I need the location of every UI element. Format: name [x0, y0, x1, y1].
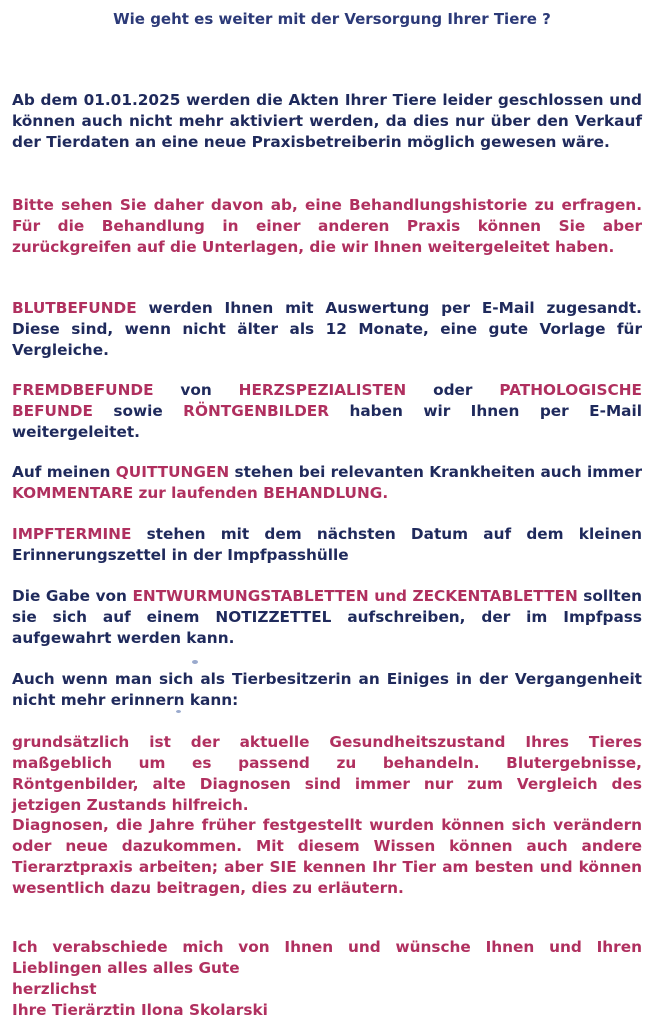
paragraph-receipts [12, 462, 642, 504]
text-blood-results: werden Ihnen mit Auswertung per E-Mail zugesandt. Diese sind, wenn nicht älter als 12 Monate, eine gute Vorlage für Vergleiche. [12, 299, 642, 359]
term-fremdbefunde: FREMDBEFUNDE [12, 381, 154, 399]
text-und: und [368, 587, 413, 605]
text-notes: sollten sie sich auf einem NOTIZZETTEL aufschreiben, der im Impfpass aufgewahrt werden kann. [12, 587, 642, 647]
paragraph-vaccinations [12, 524, 642, 566]
page-title: Wie geht es weiter mit der Versorgung Ihrer Tiere ? [113, 10, 551, 28]
text-die-gabe-von: Die Gabe von [12, 587, 133, 605]
paragraph-blood-results [12, 298, 642, 361]
text-relevant: stehen bei relevanten Krankheiten auch immer [229, 463, 642, 481]
term-herzspezialisten: HERZSPEZIALISTEN [238, 381, 407, 399]
term-quittungen: QUITTUNGEN [115, 463, 230, 481]
paragraph-external-findings [12, 380, 642, 443]
ink-speck [192, 660, 198, 664]
text-vaccinations: stehen mit dem nächsten Datum auf dem kleinen Erinnerungszettel in der Impfpasshülle [12, 525, 642, 564]
term-pathologische-befunde: PATHOLOGISCHE BEFUNDE [12, 381, 642, 420]
signoff [12, 937, 642, 1021]
paragraph-current-condition: grundsätzlich ist der aktuelle Gesundheitszustand Ihres Tieres maßgeblich um es passend zu behandeln. Blutergebnisse, Röntgenbilder, alte Diagnosen sind immer nur zum Vergleich des jetzigen Zustands hilfreich. [12, 733, 642, 814]
term-entwurmungstabletten: ENTWURMUNGSTABLETTEN [132, 587, 369, 605]
term-kommentare: KOMMENTARE zur laufenden BEHANDLUNG. [12, 484, 389, 502]
signoff-farewell: Ich verabschiede mich von Ihnen und wünsche Ihnen und Ihren Lieblingen alles alles Gute [12, 938, 642, 977]
text-oder: oder [406, 381, 500, 399]
text-forwarded: haben wir Ihnen per E-Mail weitergeleitet. [12, 402, 642, 441]
ink-speck [176, 710, 181, 713]
paragraph-tablets [12, 586, 642, 649]
paragraph-memory: Auch wenn man sich als Tierbesitzerin an Einiges in der Vergangenheit nicht mehr erinnern kann: [12, 670, 642, 709]
signoff-signature: Ihre Tierärztin Ilona Skolarski [12, 1001, 268, 1019]
term-impftermine: IMPFTERMINE [12, 525, 132, 543]
paragraph-diagnoses: Diagnosen, die Jahre früher festgestellt wurden können sich verändern oder neue dazukommen. Mit diesem Wissen können auch andere Tierarztpraxis arbeiten; aber SIE kennen Ihr Tier am besten und können wesentlich dazu beitragen, dies zu erläutern. [12, 816, 642, 897]
signoff-greeting: herzlichst [12, 980, 97, 998]
paragraph-records-closed: Ab dem 01.01.2025 werden die Akten Ihrer Tiere leider geschlossen und können auch nicht mehr aktiviert werden, da dies nur über den Verkauf der Tierdaten an eine neue Praxisbetreiberin möglich gewesen wäre. [12, 91, 642, 151]
text-auf-meinen: Auf meinen [12, 463, 116, 481]
term-roentgenbilder: RÖNTGENBILDER [183, 402, 330, 420]
term-zeckentabletten: ZECKENTABLETTEN [412, 587, 578, 605]
term-blutbefunde: BLUTBEFUNDE [12, 299, 137, 317]
text-von: von [153, 381, 239, 399]
paragraph-no-history: Bitte sehen Sie daher davon ab, eine Behandlungshistorie zu erfragen. Für die Behandlung in einer anderen Praxis können Sie aber zurückgreifen auf die Unterlagen, die wir Ihnen weitergeleitet haben. [12, 196, 642, 256]
text-sowie: sowie [92, 402, 184, 420]
